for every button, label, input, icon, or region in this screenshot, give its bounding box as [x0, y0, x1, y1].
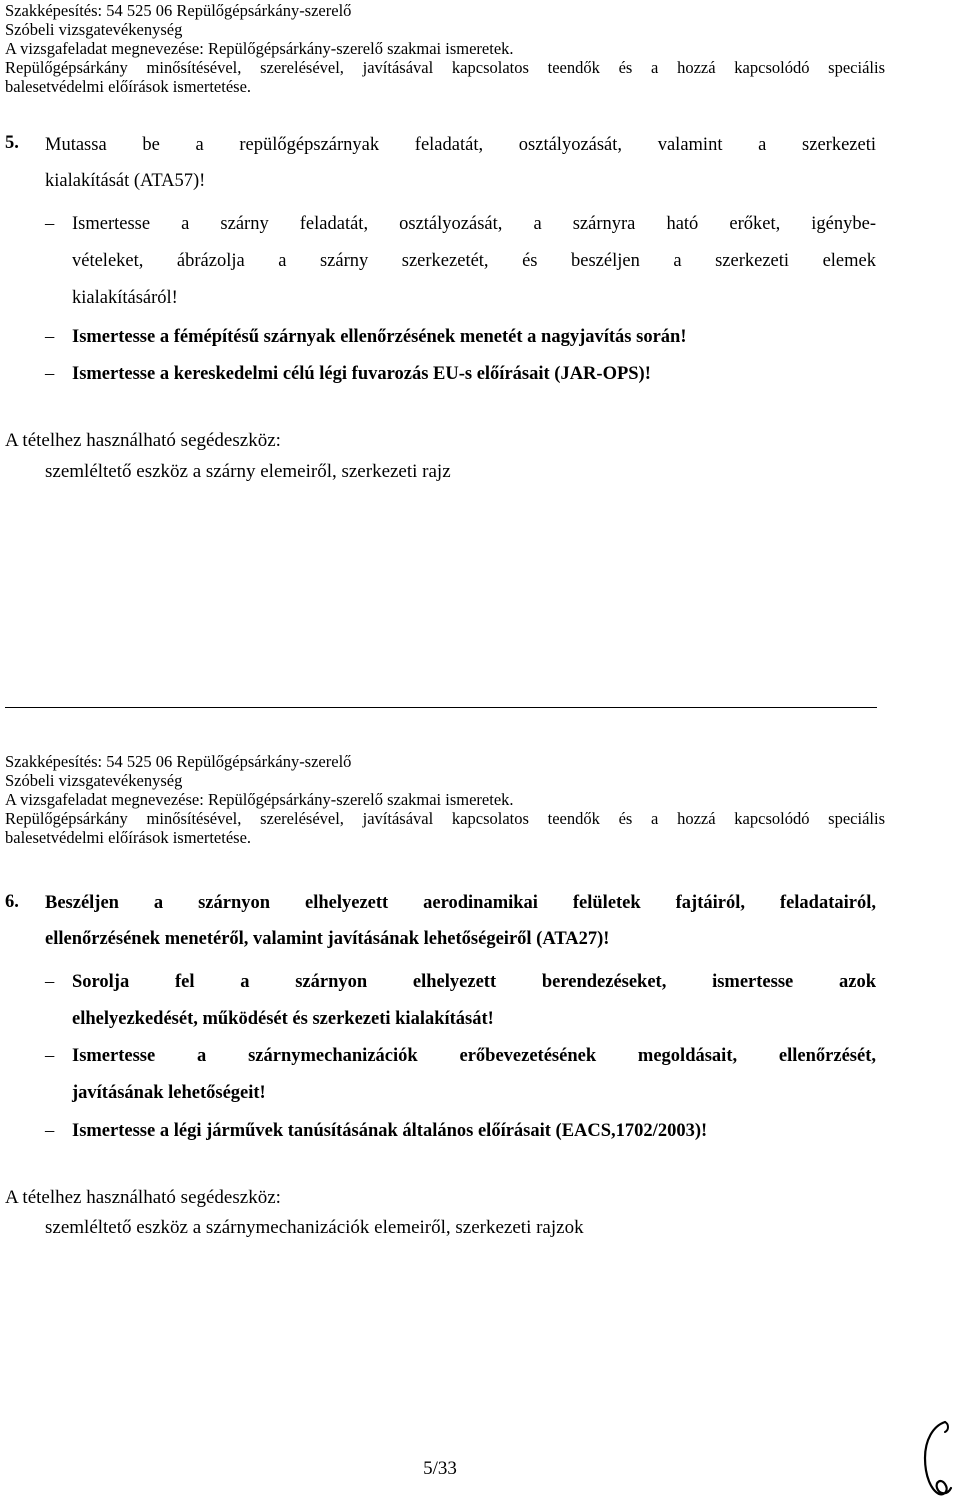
- header-task-name: A vizsgafeladat megnevezése: Repülőgépsárkány-szerelő szakmai ismeretek.: [5, 39, 514, 58]
- question-line: ellenőrzésének menetéről, valamint javításának lehetőségeiről (ATA27)!: [45, 929, 610, 949]
- question-text: [45, 885, 876, 957]
- bullet-line: kialakításáról!: [72, 288, 178, 308]
- dash-bullet: –: [45, 214, 55, 234]
- bullet-line: Ismertesse a szárnymechanizációk erőbevezetésének megoldásait, ellenőrzését,: [72, 1046, 876, 1066]
- question-line: kialakítását (ATA57)!: [45, 171, 206, 191]
- tool-value: szemléltető eszköz a szárnymechanizációk elemeiről, szerkezeti rajzok: [45, 1217, 584, 1238]
- bullet-item: [45, 1113, 876, 1150]
- header-task-name: A vizsgafeladat megnevezése: Repülőgépsárkány-szerelő szakmai ismeretek.: [5, 790, 514, 809]
- page-number: 5/33: [423, 1458, 457, 1479]
- bullet-line: Ismertesse a kereskedelmi célú légi fuvarozás EU-s előírásait (JAR-OPS)!: [72, 364, 651, 384]
- dash-bullet: –: [45, 364, 55, 384]
- bullet-line: vételeket, ábrázolja a szárny szerkezetét, és beszéljen a szerkezeti elemek: [72, 251, 876, 271]
- separator-line: [5, 707, 877, 708]
- question-number: 6.: [5, 892, 19, 912]
- bullet-item: [45, 964, 876, 1038]
- header-qualification: Szakképesítés: 54 525 06 Repülőgépsárkány-szerelő: [5, 752, 352, 771]
- bullet-item: [45, 356, 876, 393]
- bullet-item: [45, 1038, 876, 1112]
- dash-bullet: –: [45, 972, 55, 992]
- exam-header-1: [5, 1, 885, 96]
- exam-header-2: [5, 752, 885, 847]
- bullet-item: [45, 206, 876, 317]
- header-exam-type: Szóbeli vizsgatevékenység: [5, 20, 183, 39]
- tool-heading: A tételhez használható segédeszköz:: [5, 1187, 281, 1208]
- question-line: Beszéljen a szárnyon elhelyezett aerodinamikai felületek fajtáiról, feladatairól,: [45, 893, 876, 913]
- dash-bullet: –: [45, 1121, 55, 1141]
- bullet-line: Ismertesse a légi járművek tanúsításának általános előírásait (EACS,1702/2003)!: [72, 1121, 708, 1141]
- header-task-desc-cont: balesetvédelmi előírások ismertetése.: [5, 828, 252, 847]
- bullet-line: Sorolja fel a szárnyon elhelyezett berendezéseket, ismertesse azok: [72, 972, 876, 992]
- question-text: [45, 127, 876, 199]
- header-exam-type: Szóbeli vizsgatevékenység: [5, 771, 183, 790]
- question-line: Mutassa be a repülőgépszárnyak feladatát, osztályozását, valamint a szerkezeti: [45, 135, 876, 155]
- header-task-desc: Repülőgépsárkány minősítésével, szerelésével, javításával kapcsolatos teendők és a hozzá kapcsolódó speciális: [5, 809, 885, 828]
- header-task-desc-cont: balesetvédelmi előírások ismertetése.: [5, 77, 252, 96]
- dash-bullet: –: [45, 1046, 55, 1066]
- bullet-line: Ismertesse a fémépítésű szárnyak ellenőrzésének menetét a nagyjavítás során!: [72, 327, 687, 347]
- dash-bullet: –: [45, 327, 55, 347]
- bullet-item: [45, 319, 876, 356]
- bullet-line: Ismertesse a szárny feladatát, osztályozását, a szárnyra ható erőket, igénybe-: [72, 214, 876, 234]
- signature-mark: [915, 1418, 955, 1500]
- tool-value: szemléltető eszköz a szárny elemeiről, szerkezeti rajz: [45, 461, 451, 482]
- question-number: 5.: [5, 133, 19, 153]
- bullet-line: elhelyezkedését, működését és szerkezeti kialakítását!: [72, 1009, 494, 1029]
- tool-heading: A tételhez használható segédeszköz:: [5, 430, 281, 451]
- header-task-desc: Repülőgépsárkány minősítésével, szerelésével, javításával kapcsolatos teendők és a hozzá kapcsolódó speciális: [5, 58, 885, 77]
- header-qualification: Szakképesítés: 54 525 06 Repülőgépsárkány-szerelő: [5, 1, 352, 20]
- bullet-line: javításának lehetőségeit!: [72, 1083, 266, 1103]
